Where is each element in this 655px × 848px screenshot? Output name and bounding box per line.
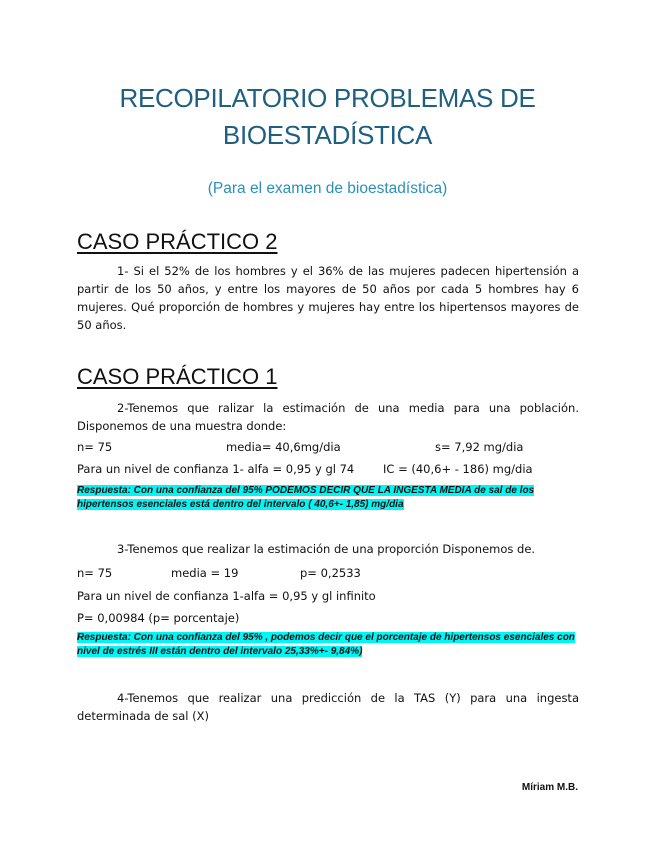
problem-3-answer: [77, 631, 579, 659]
title-line-2: BIOESTADÍSTICA: [222, 120, 433, 150]
problem-2-media: media= 40,6mg/dia: [226, 440, 341, 454]
problem-3-confianza: Para un nivel de confianza 1-alfa = 0,95 y gl infinito: [77, 589, 376, 603]
problem-3-answer-text: Respuesta: Con una confianza del 95% , podemos decir que el porcentaje de hipertensos esenciales con nivel de estrés III están dentro del intervalo 25,33%+- 9,84%): [77, 632, 575, 657]
problem-2-confianza: Para un nivel de confianza 1- alfa = 0,95 y gl 74: [77, 462, 355, 476]
document-title: [60, 80, 595, 154]
problem-2-intro: 2-Tenemos que ralizar la estimación de una media para una población. Disponemos de una muestra donde:: [77, 401, 579, 433]
problem-3-p-value: P= 0,00984 (p= porcentaje): [77, 611, 240, 625]
problem-2-ic: IC = (40,6+ - 186) mg/dia: [383, 462, 533, 476]
problem-3-p: p= 0,2533: [300, 566, 361, 580]
problem-2-answer: [77, 484, 579, 512]
problem-2-answer-text: Respuesta: Con una confianza del 95% PODEMOS DECIR QUE LA INGESTA MEDIA de sal de los hipertensos esenciales está dentro del intervalo ( 40,6+- 1,85) mg/dia: [77, 485, 535, 510]
caso-1-heading: CASO PRÁCTICO 1: [77, 364, 278, 389]
title-line-1: RECOPILATORIO PROBLEMAS DE: [119, 83, 536, 113]
document-subtitle: (Para el examen de bioestadística): [207, 180, 448, 197]
problem-3-media: media = 19: [171, 566, 239, 580]
caso-2-problem-1: 1- Si el 52% de los hombres y el 36% de las mujeres padecen hipertensión a partir de los 50 años, y entre los mayores de 50 años por cada 5 hombres hay 6 mujeres. Qué proporción de hombres y mujeres hay entre los hipertensos mayores de 50 años.: [77, 264, 579, 332]
problem-4-intro: 4-Tenemos que realizar una predicción de la TAS (Y) para una ingesta determinada de sal (X): [77, 691, 579, 723]
problem-2-s: s= 7,92 mg/dia: [435, 440, 524, 454]
problem-3-intro: 3-Tenemos que realizar la estimación de una proporción Disponemos de.: [117, 542, 536, 556]
problem-2-n: n= 75: [77, 440, 113, 454]
caso-2-heading: CASO PRÁCTICO 2: [77, 229, 278, 254]
author-footer: Míriam M.B.: [521, 782, 578, 793]
problem-3-n: n= 75: [77, 566, 113, 580]
